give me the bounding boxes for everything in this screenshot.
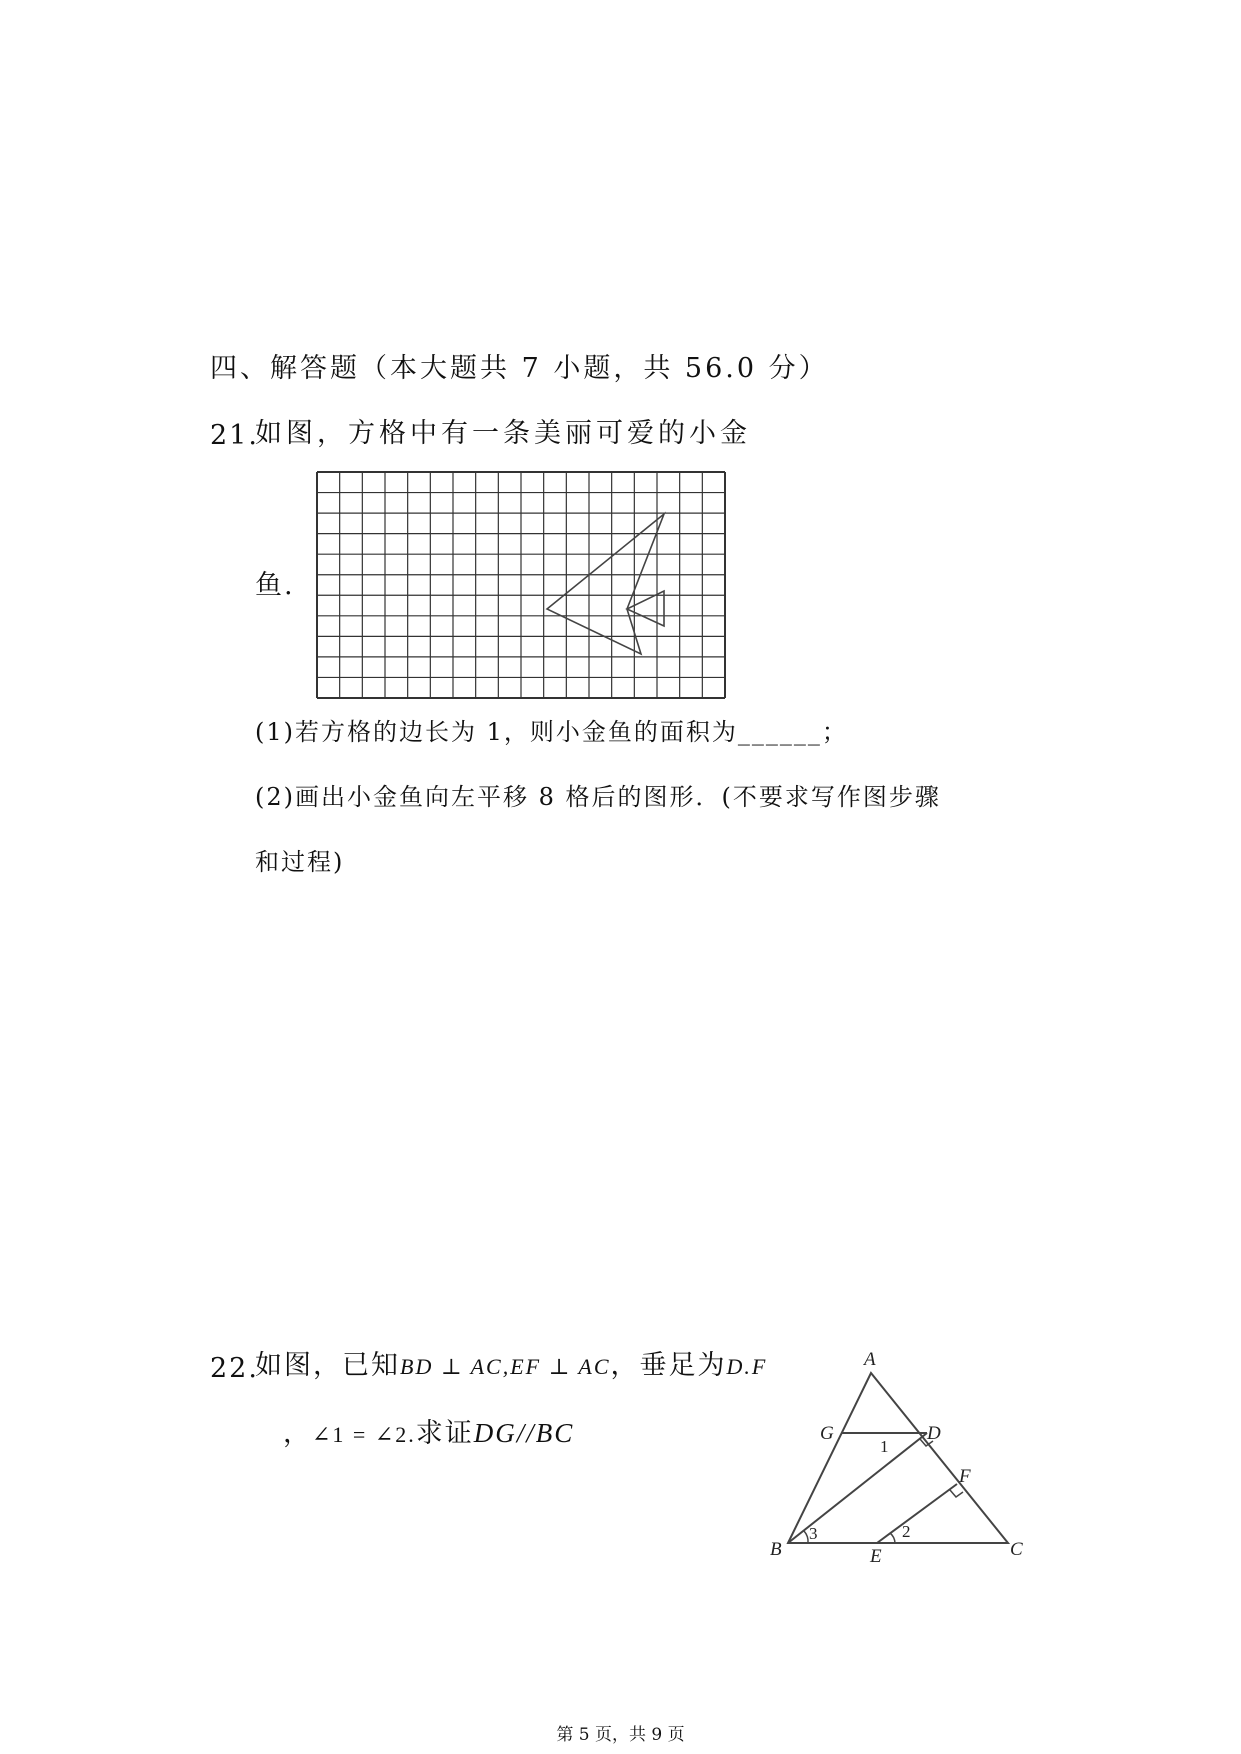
segment-ef xyxy=(877,1484,957,1543)
label-b: B xyxy=(770,1539,782,1560)
label-angle-3: 3 xyxy=(809,1524,818,1543)
q22-stem-text2: ，垂足为 xyxy=(610,1350,727,1381)
q22-stem-math1: BD ⊥ AC,EF ⊥ AC xyxy=(400,1354,611,1379)
q21-number: 21. xyxy=(210,420,259,451)
label-d: D xyxy=(927,1423,941,1444)
label-c: C xyxy=(1010,1539,1023,1560)
q21-part2-line2: 和过程) xyxy=(255,848,345,876)
angle-arc-2 xyxy=(890,1533,895,1543)
grid-lines xyxy=(317,472,725,698)
fish-grid-figure xyxy=(317,472,727,700)
label-angle-2: 2 xyxy=(902,1522,911,1541)
q21-stem-line2: 鱼. xyxy=(255,570,295,601)
q22-stem-text: 如图，已知 xyxy=(255,1350,400,1381)
q22-line1 xyxy=(255,1352,767,1379)
triangle-figure xyxy=(770,1345,1030,1575)
q22-line2-math: ∠1 = ∠2. xyxy=(312,1422,416,1447)
right-angle-mark-f xyxy=(950,1490,963,1497)
angle-arc-3 xyxy=(804,1531,808,1543)
q22-line2-text: 求证 xyxy=(415,1418,474,1449)
label-e: E xyxy=(870,1546,882,1567)
label-f: F xyxy=(959,1466,971,1487)
q21-part2-line1: (2)画出小金鱼向左平移 8 格后的图形．(不要求写作图步骤 xyxy=(255,783,941,811)
q22-line2-math2: DG//BC xyxy=(473,1418,575,1448)
q22-stem-math2: D.F xyxy=(726,1354,768,1379)
label-angle-1: 1 xyxy=(880,1437,889,1456)
q22-line2 xyxy=(283,1420,574,1447)
label-g: G xyxy=(820,1423,834,1444)
page-footer: 第 5 页，共 9 页 xyxy=(556,1725,685,1745)
q21-part1: (1)若方格的边长为 1，则小金鱼的面积为______； xyxy=(255,718,848,746)
q21-stem-line1: 如图，方格中有一条美丽可爱的小金 xyxy=(255,418,751,449)
label-a: A xyxy=(864,1349,876,1370)
q22-line2-prefix: ， xyxy=(283,1418,312,1449)
fish-body xyxy=(547,514,664,654)
section-header: 四、解答题（本大题共 7 小题，共 56.0 分） xyxy=(210,353,829,384)
q22-number: 22. xyxy=(210,1353,259,1384)
